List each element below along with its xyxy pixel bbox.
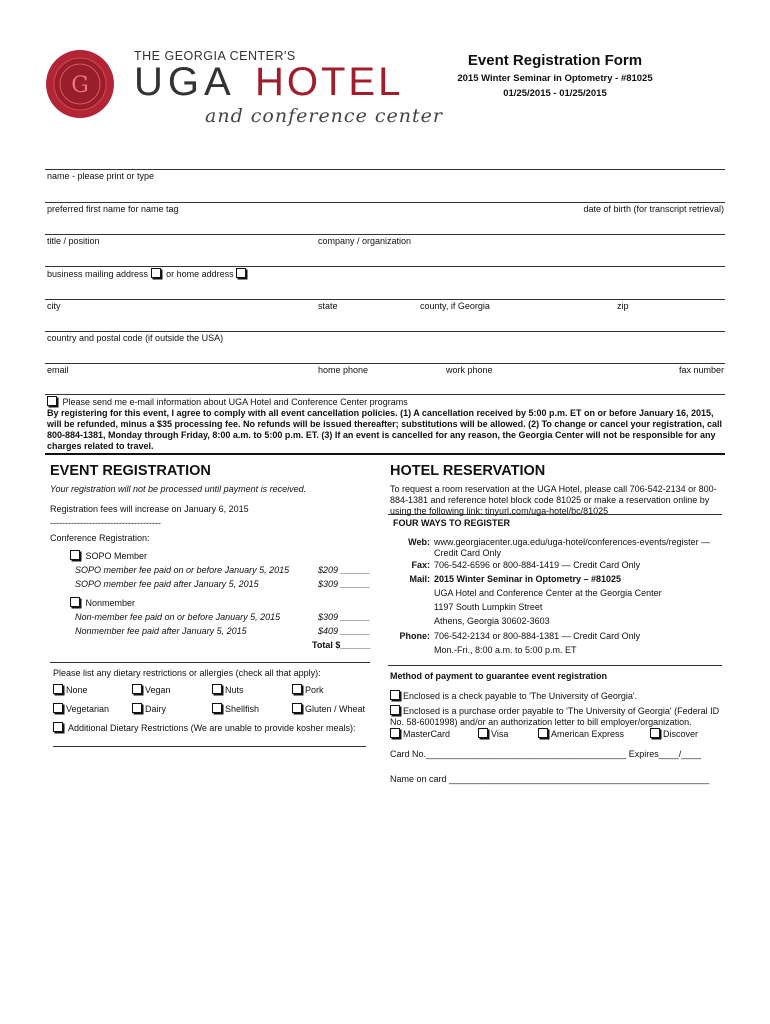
- sopo-before-fee[interactable]: $209 ______: [318, 565, 371, 575]
- web-value[interactable]: www.georgiacenter.uga.edu/uga-hotel/conferences-events/register — Credit Card Only: [434, 537, 711, 558]
- home-phone-field-label[interactable]: home phone: [318, 365, 369, 375]
- fax-label: Fax:: [411, 560, 430, 570]
- brand-hotel-text: HOTEL: [255, 60, 404, 104]
- nonmember-before-fee[interactable]: $309 ______: [318, 612, 371, 622]
- diet-additional-option[interactable]: [53, 722, 355, 734]
- diet-option-vegetarian[interactable]: [53, 703, 109, 715]
- diet-gluten-checkbox[interactable]: [292, 703, 302, 713]
- diet-option-vegan[interactable]: [132, 684, 171, 696]
- card-visa-option[interactable]: [478, 728, 508, 740]
- sopo-after-label: SOPO member fee paid after January 5, 2015: [75, 579, 259, 589]
- email-field-label[interactable]: email: [47, 365, 69, 375]
- nonmember-option[interactable]: [70, 597, 135, 609]
- svg-text:G: G: [71, 73, 89, 98]
- zip-field-label[interactable]: zip: [617, 301, 629, 311]
- work-phone-field-label[interactable]: work phone: [446, 365, 493, 375]
- home-address-label: or home address: [166, 269, 234, 279]
- home-address-checkbox[interactable]: [236, 268, 246, 278]
- brand-uga-text: UGA: [134, 60, 236, 104]
- conference-registration-label: Conference Registration:: [50, 533, 150, 543]
- brand-subtitle: and conference center: [205, 105, 443, 127]
- form-title: Event Registration Form: [467, 52, 643, 69]
- diet-shellfish-label: Shellfish: [225, 704, 260, 714]
- diet-none-label: None: [66, 685, 88, 695]
- pay-po-label: Enclosed is a purchase order payable to 'The University of Georgia' (Federal ID No. 58-6001998) and/or an authorization letter to bill employer/organization.: [390, 706, 720, 727]
- event-registration-title: EVENT REGISTRATION: [50, 463, 211, 479]
- diet-vegetarian-label: Vegetarian: [66, 704, 110, 714]
- sopo-member-option[interactable]: [70, 550, 147, 562]
- diet-vegan-checkbox[interactable]: [132, 684, 142, 694]
- fee-increase-note: Registration fees will increase on January 6, 2015: [50, 504, 249, 514]
- sopo-after-fee[interactable]: $309 ______: [318, 579, 371, 589]
- nonmember-before-label: Non-member fee paid on or before January 5, 2015: [75, 612, 281, 622]
- fax-field-label[interactable]: fax number: [678, 365, 724, 375]
- diet-nuts-label: Nuts: [225, 685, 244, 695]
- event-subtitle: 2015 Winter Seminar in Optometry - #81025: [457, 73, 653, 84]
- pay-check-checkbox[interactable]: [390, 690, 400, 700]
- nonmember-after-label: Nonmember fee paid after January 5, 2015: [75, 626, 247, 636]
- phone-label: Phone:: [399, 631, 430, 641]
- nonmember-label: Nonmember: [85, 598, 136, 608]
- amex-checkbox[interactable]: [538, 728, 548, 738]
- city-field-label[interactable]: city: [47, 301, 61, 311]
- email-optin-label: Please send me e-mail information about UGA Hotel and Conference Center programs: [62, 397, 408, 407]
- mail-line-3: 1197 South Lumpkin Street: [434, 602, 543, 612]
- name-on-card-field[interactable]: Name on card ____________________________________________________: [390, 774, 710, 784]
- four-ways-title: FOUR WAYS TO REGISTER: [393, 518, 511, 528]
- divider-dashes: -------------------------------------: [50, 518, 161, 528]
- cancellation-policy: By registering for this event, I agree to comply with all event cancellation policies. (1) A cancellation received by 5:00 p.m. ET on or before January 16, 2015, will be refunded, minus a $35 processing fee. No refunds will be issued thereafter; substitutions will be allowed. (2) To change or cancel your registration, call 800-884-1381, Monday through Friday, 8:00 a.m. to 5:00 p.m. ET. (3) If an event is cancelled for any reason, the Georgia Center will not be responsible for any charges related to travel.: [47, 408, 722, 451]
- sopo-before-label: SOPO member fee paid on or before January 5, 2015: [75, 565, 290, 575]
- discover-label: Discover: [663, 729, 699, 739]
- address-type-row: [47, 268, 249, 280]
- first-name-field-label[interactable]: preferred first name for name tag: [47, 204, 179, 214]
- visa-label: Visa: [491, 729, 509, 739]
- sopo-member-label: SOPO Member: [85, 551, 148, 561]
- payment-note: Your registration will not be processed until payment is received.: [50, 484, 307, 494]
- brand-small-text: THE GEORGIA CENTER'S: [134, 49, 296, 63]
- total-amount[interactable]: Total $______: [312, 640, 371, 650]
- diet-none-checkbox[interactable]: [53, 684, 63, 694]
- event-dates: 01/25/2015 - 01/25/2015: [503, 88, 607, 99]
- mail-line-1: 2015 Winter Seminar in Optometry – #81025: [434, 574, 622, 584]
- phone-value: 706-542-2134 or 800-884-1381 — Credit Card Only: [434, 631, 641, 641]
- name-field-label[interactable]: name - please print or type: [47, 171, 155, 181]
- amex-label: American Express: [551, 729, 625, 739]
- diet-option-shellfish[interactable]: [212, 703, 259, 715]
- hotel-intro: To request a room reservation at the UGA Hotel, please call 706-542-2134 or 800-884-1381 and reference hotel block code 81025 or make a reservation online by using the following link: tinyurl.com/uga-hotel/bc/81025: [390, 484, 717, 516]
- discover-checkbox[interactable]: [650, 728, 660, 738]
- mail-line-4: Athens, Georgia 30602-3603: [434, 616, 550, 626]
- email-optin-checkbox[interactable]: [47, 396, 57, 406]
- diet-vegan-label: Vegan: [145, 685, 171, 695]
- diet-option-none[interactable]: [53, 684, 88, 696]
- diet-additional-label: Additional Dietary Restrictions (We are unable to provide kosher meals):: [68, 723, 356, 733]
- pay-po-checkbox[interactable]: [390, 705, 400, 715]
- diet-option-nuts[interactable]: [212, 684, 244, 696]
- card-discover-option[interactable]: [650, 728, 698, 740]
- diet-shellfish-checkbox[interactable]: [212, 703, 222, 713]
- nonmember-checkbox[interactable]: [70, 597, 80, 607]
- dob-field-label[interactable]: date of birth (for transcript retrieval): [583, 204, 724, 214]
- diet-dairy-checkbox[interactable]: [132, 703, 142, 713]
- pay-check-label: Enclosed is a check payable to 'The University of Georgia'.: [403, 691, 638, 701]
- email-optin-row: [47, 396, 408, 408]
- country-field-label[interactable]: country and postal code (if outside the USA): [47, 333, 224, 343]
- diet-pork-label: Pork: [305, 685, 324, 695]
- mastercard-label: MasterCard: [403, 729, 451, 739]
- diet-vegetarian-checkbox[interactable]: [53, 703, 63, 713]
- diet-additional-checkbox[interactable]: [53, 722, 63, 732]
- fax-value: 706-542-6596 or 800-884-1419 — Credit Card Only: [434, 560, 641, 570]
- mastercard-checkbox[interactable]: [390, 728, 400, 738]
- mail-line-2: UGA Hotel and Conference Center at the Georgia Center: [434, 588, 662, 598]
- card-number-field[interactable]: Card No.________________________________________ Expires____/____: [390, 749, 702, 759]
- pay-check-option[interactable]: [390, 690, 720, 702]
- diet-option-pork[interactable]: [292, 684, 324, 696]
- hotel-reservation-title: HOTEL RESERVATION: [390, 463, 546, 479]
- uga-seal-logo: [44, 48, 116, 120]
- visa-checkbox[interactable]: [478, 728, 488, 738]
- state-field-label[interactable]: state: [318, 301, 338, 311]
- nonmember-after-fee[interactable]: $409 ______: [318, 626, 371, 636]
- business-address-checkbox[interactable]: [151, 268, 161, 278]
- diet-option-dairy[interactable]: [132, 703, 166, 715]
- web-label: Web:: [408, 537, 430, 547]
- card-amex-option[interactable]: [538, 728, 624, 740]
- diet-gluten-label: Gluten / Wheat: [305, 704, 366, 714]
- diet-nuts-checkbox[interactable]: [212, 684, 222, 694]
- sopo-member-checkbox[interactable]: [70, 550, 80, 560]
- phone-hours: Mon.-Fri., 8:00 a.m. to 5:00 p.m. ET: [434, 645, 577, 655]
- company-field-label[interactable]: company / organization: [318, 236, 412, 246]
- diet-pork-checkbox[interactable]: [292, 684, 302, 694]
- business-address-label: business mailing address: [47, 269, 149, 279]
- title-field-label[interactable]: title / position: [47, 236, 100, 246]
- diet-option-gluten[interactable]: [292, 703, 365, 715]
- diet-dairy-label: Dairy: [145, 704, 167, 714]
- card-mastercard-option[interactable]: [390, 728, 450, 740]
- pay-po-option[interactable]: [390, 705, 720, 728]
- payment-method-title: Method of payment to guarantee event registration: [390, 671, 608, 681]
- mail-label: Mail:: [409, 574, 430, 584]
- county-field-label[interactable]: county, if Georgia: [420, 301, 490, 311]
- dietary-label: Please list any dietary restrictions or allergies (check all that apply):: [53, 668, 321, 678]
